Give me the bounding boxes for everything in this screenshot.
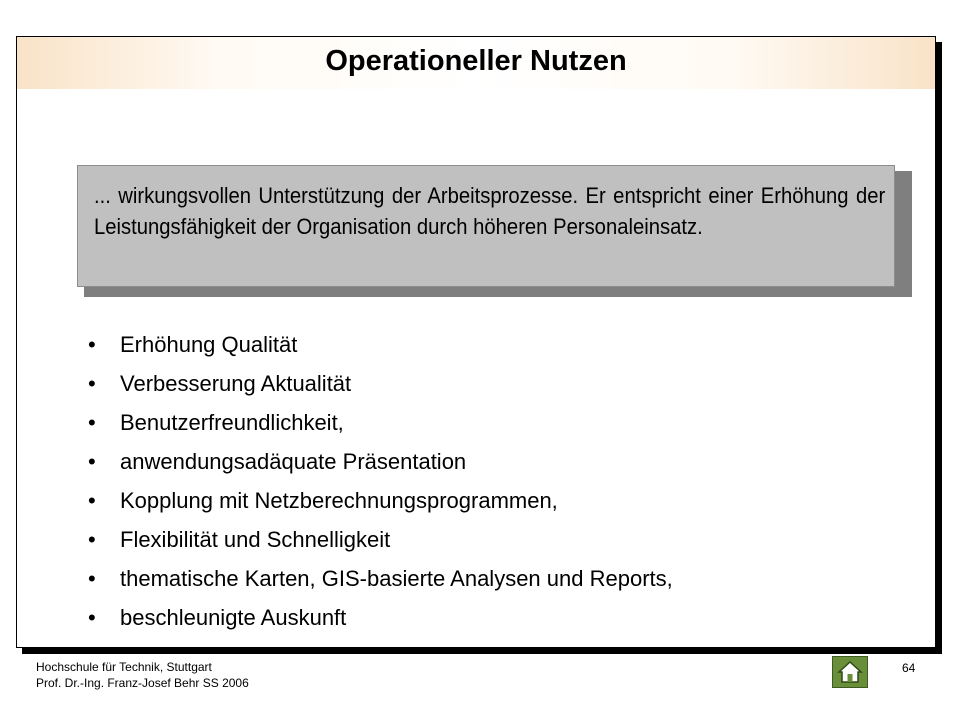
- bullet-symbol: •: [88, 488, 96, 513]
- quote-text: ... wirkungsvollen Unterstützung der Arbeitsprozesse. Er entspricht einer Erhöhung der Leistungsfähigkeit der Organisation durch höheren Personaleinsatz.: [94, 183, 886, 239]
- bullet-text: thematische Karten, GIS-basierte Analysen und Reports,: [120, 566, 673, 591]
- home-icon: [837, 660, 863, 684]
- home-button[interactable]: [832, 656, 868, 688]
- bullet-symbol: •: [88, 449, 96, 474]
- list-item: [83, 364, 673, 403]
- slide-title: Operationeller Nutzen: [325, 45, 627, 77]
- bullet-text: Erhöhung Qualität: [120, 332, 298, 357]
- list-item: [83, 520, 673, 559]
- quote-box: [77, 165, 895, 287]
- list-item: [83, 442, 673, 481]
- bullet-symbol: •: [88, 371, 96, 396]
- list-item: [83, 598, 673, 637]
- bullet-text: anwendungsadäquate Präsentation: [120, 449, 467, 474]
- slide: [16, 36, 936, 648]
- footer-author: Prof. Dr.-Ing. Franz-Josef Behr SS 2006: [36, 676, 249, 690]
- bullet-symbol: •: [88, 566, 96, 591]
- list-item: [83, 559, 673, 598]
- bullet-symbol: •: [88, 527, 96, 552]
- title-bar: [17, 37, 935, 89]
- bullet-text: Benutzerfreundlichkeit,: [120, 410, 344, 435]
- list-item: [83, 481, 673, 520]
- footer-institution: Hochschule für Technik, Stuttgart: [36, 660, 212, 674]
- bullet-text: Flexibilität und Schnelligkeit: [120, 527, 391, 552]
- bullet-symbol: •: [88, 605, 96, 630]
- list-item: [83, 403, 673, 442]
- bullet-symbol: •: [88, 410, 96, 435]
- page-number: 64: [902, 661, 916, 675]
- list-item: [83, 325, 673, 364]
- bullet-list: [83, 325, 673, 637]
- bullet-text: Kopplung mit Netzberechnungsprogrammen,: [120, 488, 558, 513]
- bullet-symbol: •: [88, 332, 96, 357]
- bullet-text: Verbesserung Aktualität: [120, 371, 352, 396]
- bullet-text: beschleunigte Auskunft: [120, 605, 347, 630]
